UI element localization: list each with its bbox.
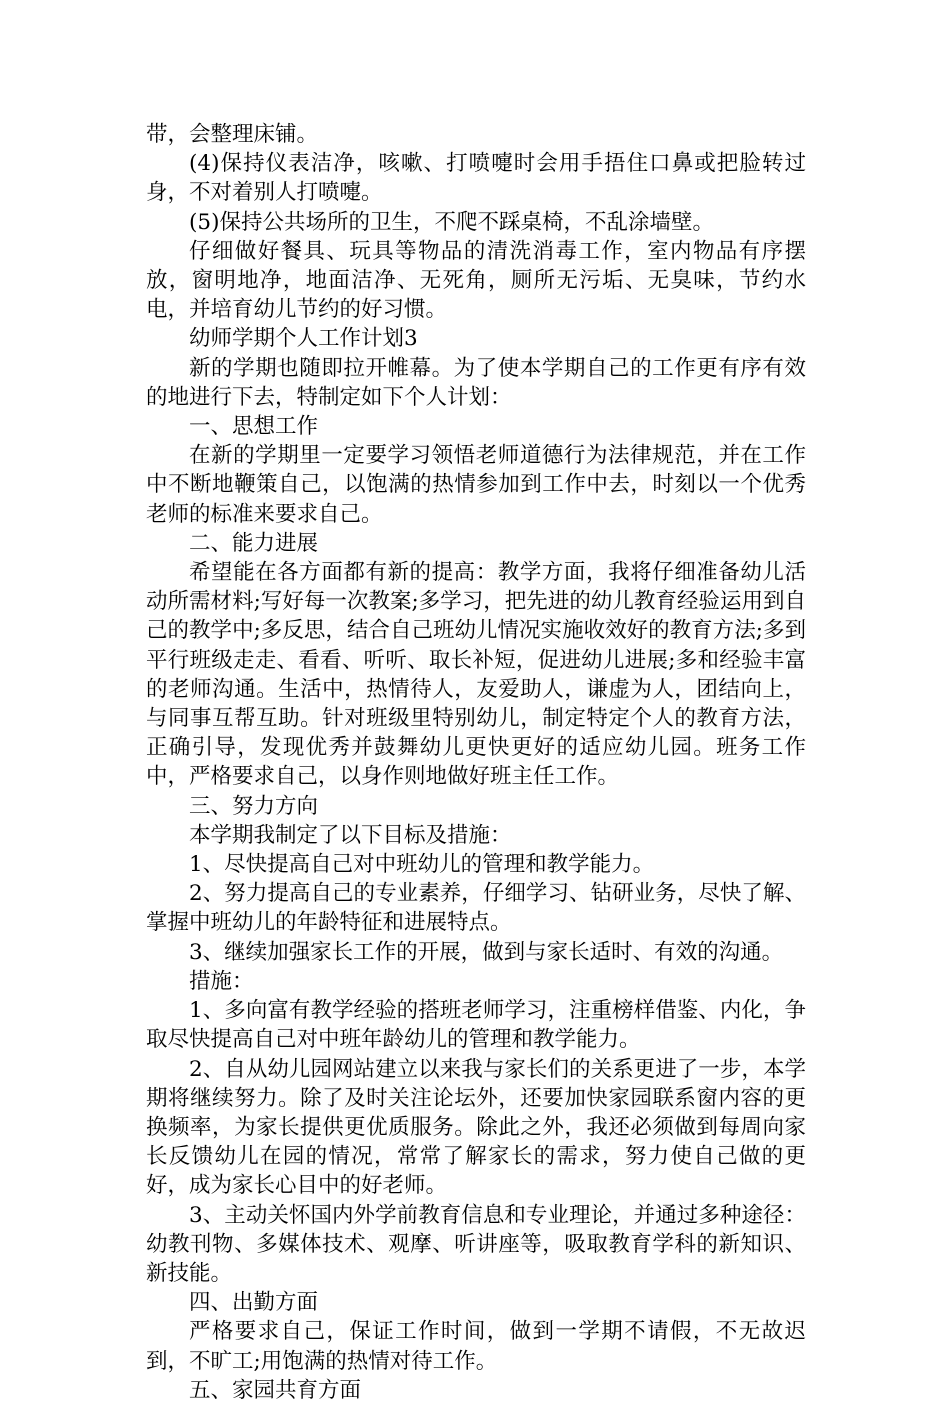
goal-item-2: 2、努力提高自己的专业素养，仔细学习、钻研业务，尽快了解、掌握中班幼儿的年龄特征和进展特点。 xyxy=(146,881,806,936)
heading-home-school: 五、家园共育方面 xyxy=(189,1377,362,1403)
goal-item-3: 3、继续加强家长工作的开展，做到与家长适时、有效的沟通。 xyxy=(189,939,784,965)
heading-ideology: 一、思想工作 xyxy=(189,414,319,440)
section-title-plan-3: 幼师学期个人工作计划3 xyxy=(189,326,418,352)
measure-item-1: 1、多向富有教学经验的搭班老师学习，注重榜样借鉴、内化，争取尽快提高自己对中班年龄幼儿的管理和教学能力。 xyxy=(146,998,806,1053)
measure-item-2: 2、自从幼儿园网站建立以来我与家长们的关系更进了一步，本学期将继续努力。除了及时关注论坛外，还要加快家园联系窗内容的更换频率，为家长提供更优质服务。除此之外，我还必须做到每周向家长反馈幼儿在园的情况，常常了解家长的需求，努力使自己做的更好，成为家长心目中的好老师。 xyxy=(146,1056,806,1199)
paragraph-ideology: 在新的学期里一定要学习领悟老师道德行为法律规范，并在工作中不断地鞭策自己，以饱满的热情参加到工作中去，时刻以一个优秀老师的标准来要求自己。 xyxy=(146,443,806,527)
paragraph-introduction: 新的学期也随即拉开帷幕。为了使本学期自己的工作更有序有效的地进行下去，特制定如下个人计划： xyxy=(146,355,806,410)
heading-direction: 三、努力方向 xyxy=(189,793,319,819)
paragraph-hygiene-item-5: (5)保持公共场所的卫生，不爬不踩桌椅，不乱涂墙壁。 xyxy=(189,209,714,235)
measure-item-3: 3、主动关怀国内外学前教育信息和专业理论，并通过多种途径：幼教刊物、多媒体技术、观摩、听讲座等，吸取教育学科的新知识、新技能。 xyxy=(146,1202,806,1286)
paragraph-hygiene-item-4: (4)保持仪表洁净，咳嗽、打喷嚏时会用手捂住口鼻或把脸转过身，不对着别人打喷嚏。 xyxy=(146,151,806,206)
document-body xyxy=(146,120,806,1405)
paragraph-cleaning-work: 仔细做好餐具、玩具等物品的清洗消毒工作，室内物品有序摆放，窗明地净，地面洁净、无死角，厕所无污垢、无臭味，节约水电，并培育幼儿节约的好习惯。 xyxy=(146,238,806,323)
paragraph-attendance: 严格要求自己，保证工作时间，做到一学期不请假，不无故迟到，不旷工;用饱满的热情对待工作。 xyxy=(146,1319,806,1374)
paragraph-bed-making: 带，会整理床铺。 xyxy=(146,122,319,147)
heading-attendance: 四、出勤方面 xyxy=(189,1290,319,1316)
heading-ability: 二、能力进展 xyxy=(189,530,319,556)
paragraph-ability: 希望能在各方面都有新的提高：教学方面，我将仔细准备幼儿活动所需材料;写好每一次教案;多学习，把先进的幼儿教育经验运用到自己的教学中;多反思，结合自己班幼儿情况实施收效好的教育方法;多到平行班级走走、看看、听听、取长补短，促进幼儿进展;多和经验丰富的老师沟通。生活中，热情待人，友爱助人，谦虚为人，团结向上，与同事互帮互助。针对班级里特别幼儿，制定特定个人的教育方法，正确引导，发现优秀并鼓舞幼儿更快更好的适应幼儿园。班务工作中，严格要求自己，以身作则地做好班主任工作。 xyxy=(146,560,806,790)
paragraph-goals-intro: 本学期我制定了以下目标及措施： xyxy=(189,822,512,848)
heading-measures: 措施： xyxy=(189,968,254,994)
goal-item-1: 1、尽快提高自己对中班幼儿的管理和教学能力。 xyxy=(189,852,655,878)
